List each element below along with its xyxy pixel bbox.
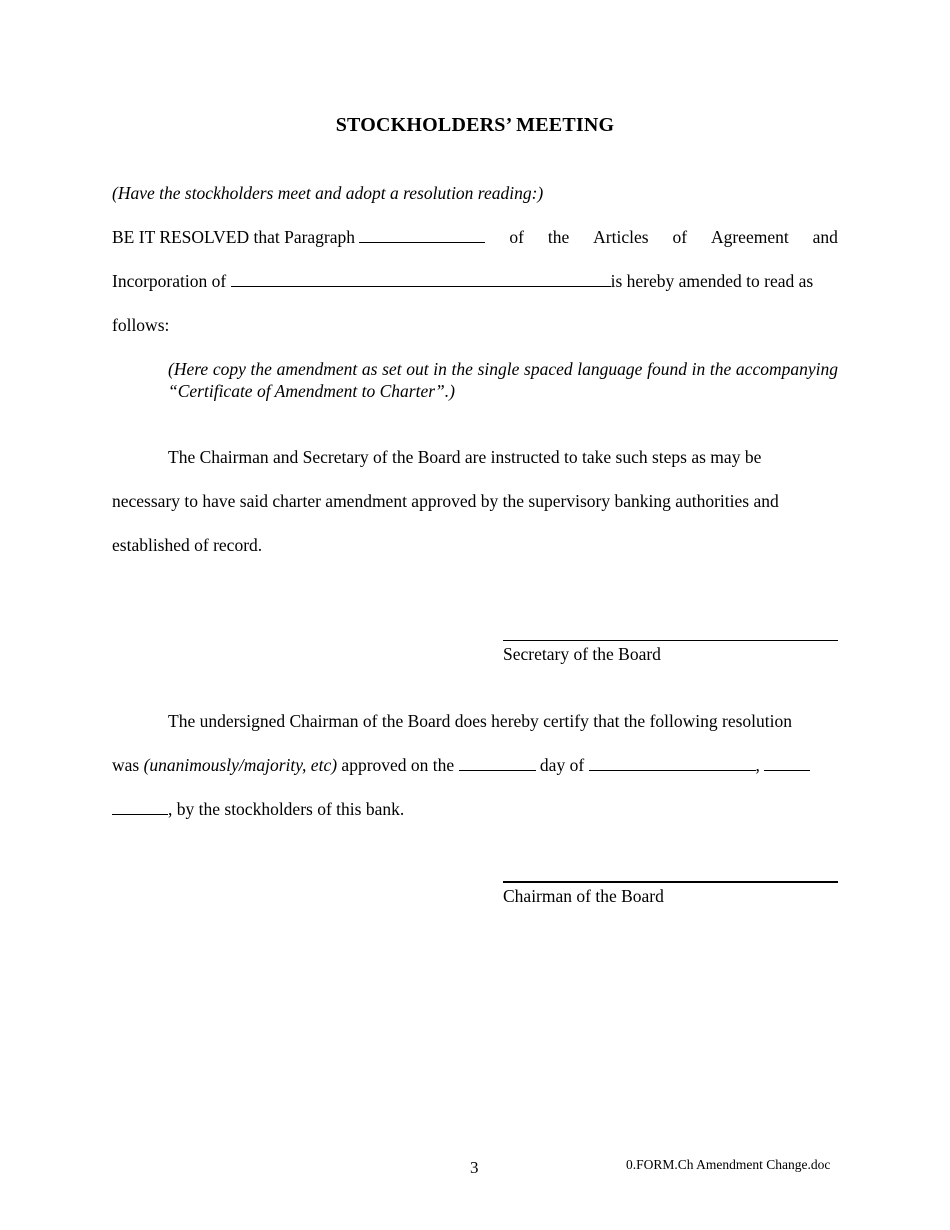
year-blank-start xyxy=(764,756,810,771)
day-blank xyxy=(459,756,536,771)
certification-line-2: was (unanimously/majority, etc) approved on the day of , xyxy=(112,755,838,776)
word-articles: Articles xyxy=(593,227,649,247)
chairman-instruction-line-3: established of record. xyxy=(112,535,263,555)
word-agreement: Agreement xyxy=(710,227,789,247)
incorporation-blank xyxy=(231,272,611,287)
page-number: 3 xyxy=(470,1158,479,1177)
chairman-instruction-line-1: The Chairman and Secretary of the Board are instructed to take such steps as may be xyxy=(168,447,762,467)
chairman-signature-label: Chairman of the Board xyxy=(503,886,664,906)
resolution-line-1 xyxy=(112,227,838,248)
footer-filename: 0.FORM.Ch Amendment Change.doc xyxy=(626,1157,831,1172)
word-and: and xyxy=(812,227,838,247)
resolution-line-2: Incorporation of is hereby amended to read as xyxy=(112,271,814,291)
certification-line-1: The undersigned Chairman of the Board does hereby certify that the following resolution xyxy=(168,711,792,731)
secretary-signature-line xyxy=(503,640,838,641)
paragraph-blank xyxy=(359,228,485,243)
chairman-instruction-line-2: necessary to have said charter amendment approved by the supervisory banking authorities and xyxy=(112,491,779,511)
word-the: the xyxy=(547,227,570,247)
word-of-2: of xyxy=(672,227,688,247)
month-blank xyxy=(589,756,756,771)
secretary-signature-label: Secretary of the Board xyxy=(503,644,661,664)
instruction-text: (Have the stockholders meet and adopt a resolution reading:) xyxy=(112,183,544,203)
resolution-text-start: BE IT RESOLVED that Paragraph xyxy=(112,227,485,248)
page-title: STOCKHOLDERS’ MEETING xyxy=(335,114,615,136)
year-blank-end xyxy=(112,800,168,815)
certification-line-3: , by the stockholders of this bank. xyxy=(112,799,838,820)
chairman-signature-line xyxy=(503,881,838,883)
resolution-line-3: follows: xyxy=(112,315,170,335)
amendment-note: (Here copy the amendment as set out in the single spaced language found in the accompanying “Certificate of Amendment to Charter”.) xyxy=(168,359,838,401)
word-of: of xyxy=(509,227,524,247)
approval-type: (unanimously/majority, etc) xyxy=(143,755,338,775)
